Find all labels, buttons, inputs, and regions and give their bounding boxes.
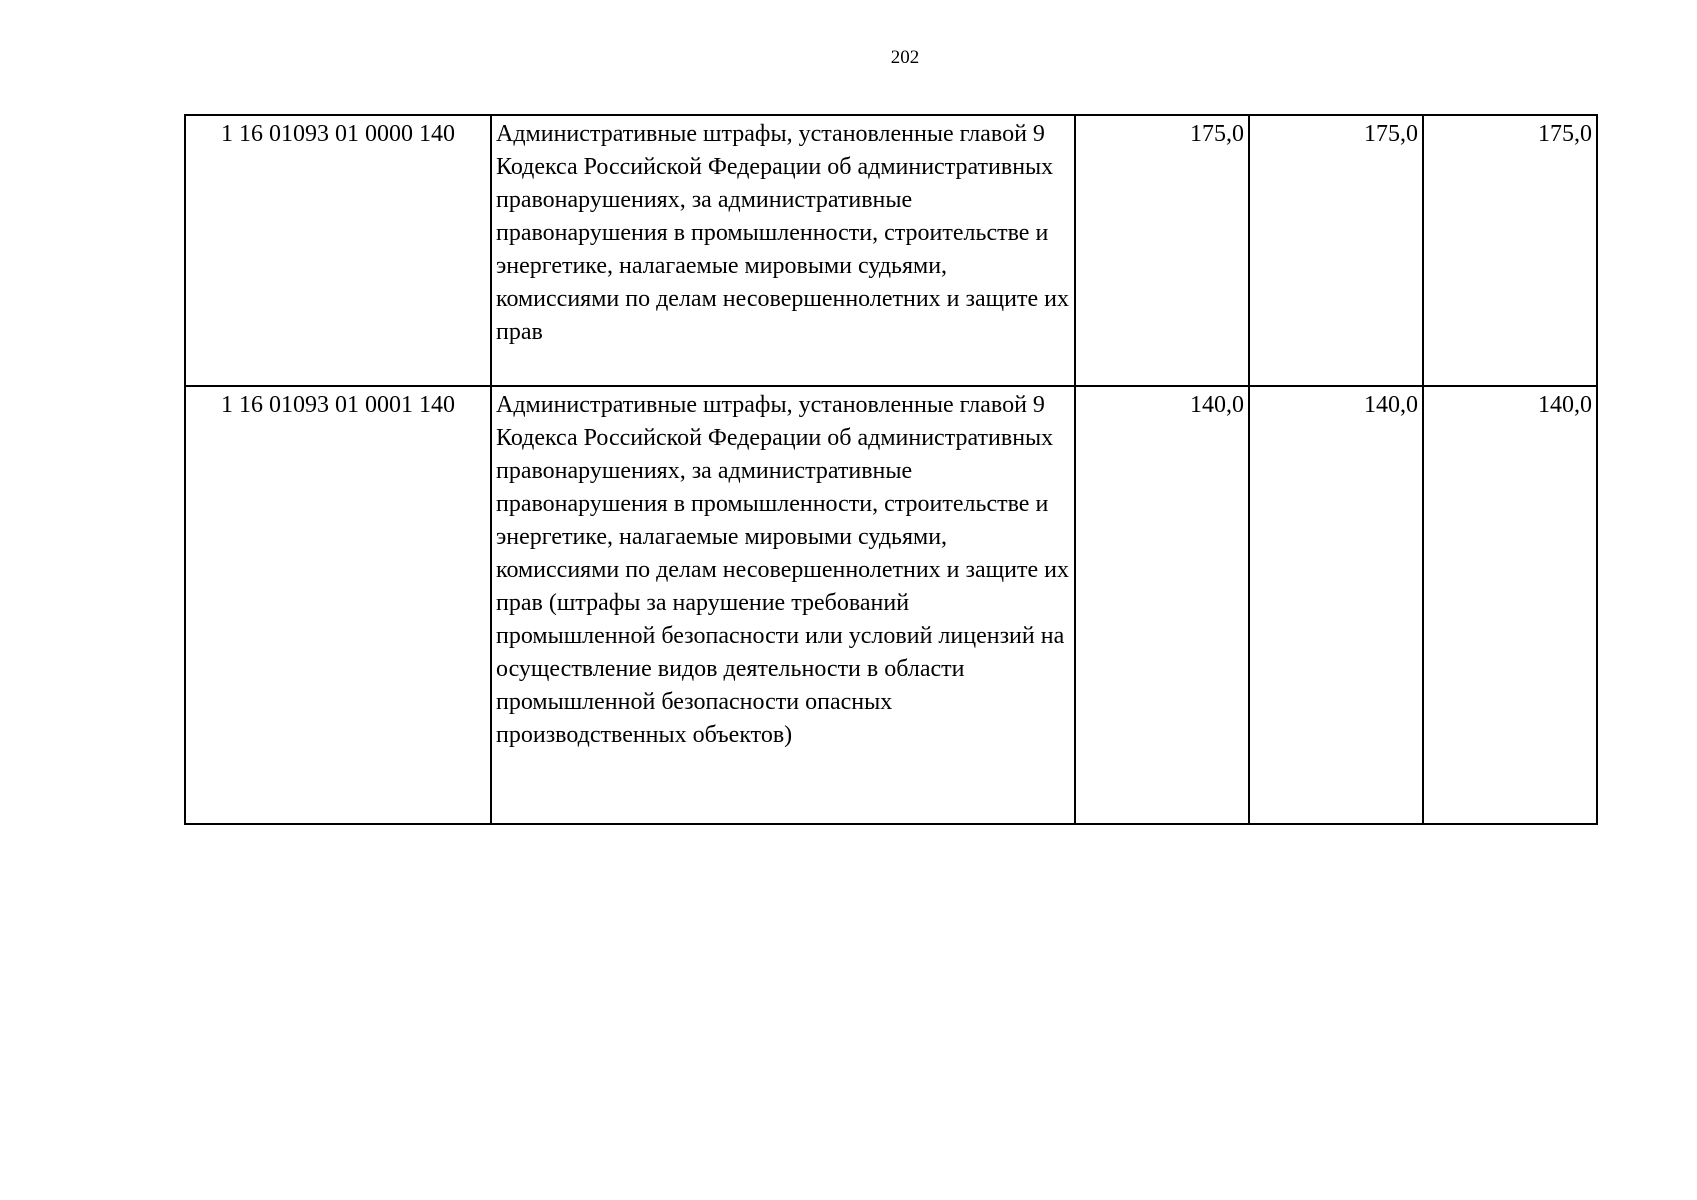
budget-code-cell: 1 16 01093 01 0000 140 [185,115,491,386]
description-cell: Административные штрафы, установленные главой 9 Кодекса Российской Федерации об административных правонарушениях, за административные правонарушения в промышленности, строительстве и энергетике, налагаемые мировыми судьями, комиссиями по делам несовершеннолетних и защите их прав (штрафы за нарушение требований промышленной безопасности или условий лицензий на осуществление видов деятельности в области промышленной безопасности опасных производственных объектов) [491,386,1075,824]
value-cell-year-1: 175,0 [1075,115,1249,386]
table-row [185,386,1597,824]
budget-code-cell: 1 16 01093 01 0001 140 [185,386,491,824]
description-cell: Административные штрафы, установленные главой 9 Кодекса Российской Федерации об административных правонарушениях, за административные правонарушения в промышленности, строительстве и энергетике, налагаемые мировыми судьями, комиссиями по делам несовершеннолетних и защите их прав [491,115,1075,386]
value-cell-year-3: 140,0 [1423,386,1597,824]
value-cell-year-2: 140,0 [1249,386,1423,824]
budget-table [184,114,1598,825]
table-row [185,115,1597,386]
value-cell-year-1: 140,0 [1075,386,1249,824]
page-number: 202 [890,47,920,68]
value-cell-year-2: 175,0 [1249,115,1423,386]
value-cell-year-3: 175,0 [1423,115,1597,386]
